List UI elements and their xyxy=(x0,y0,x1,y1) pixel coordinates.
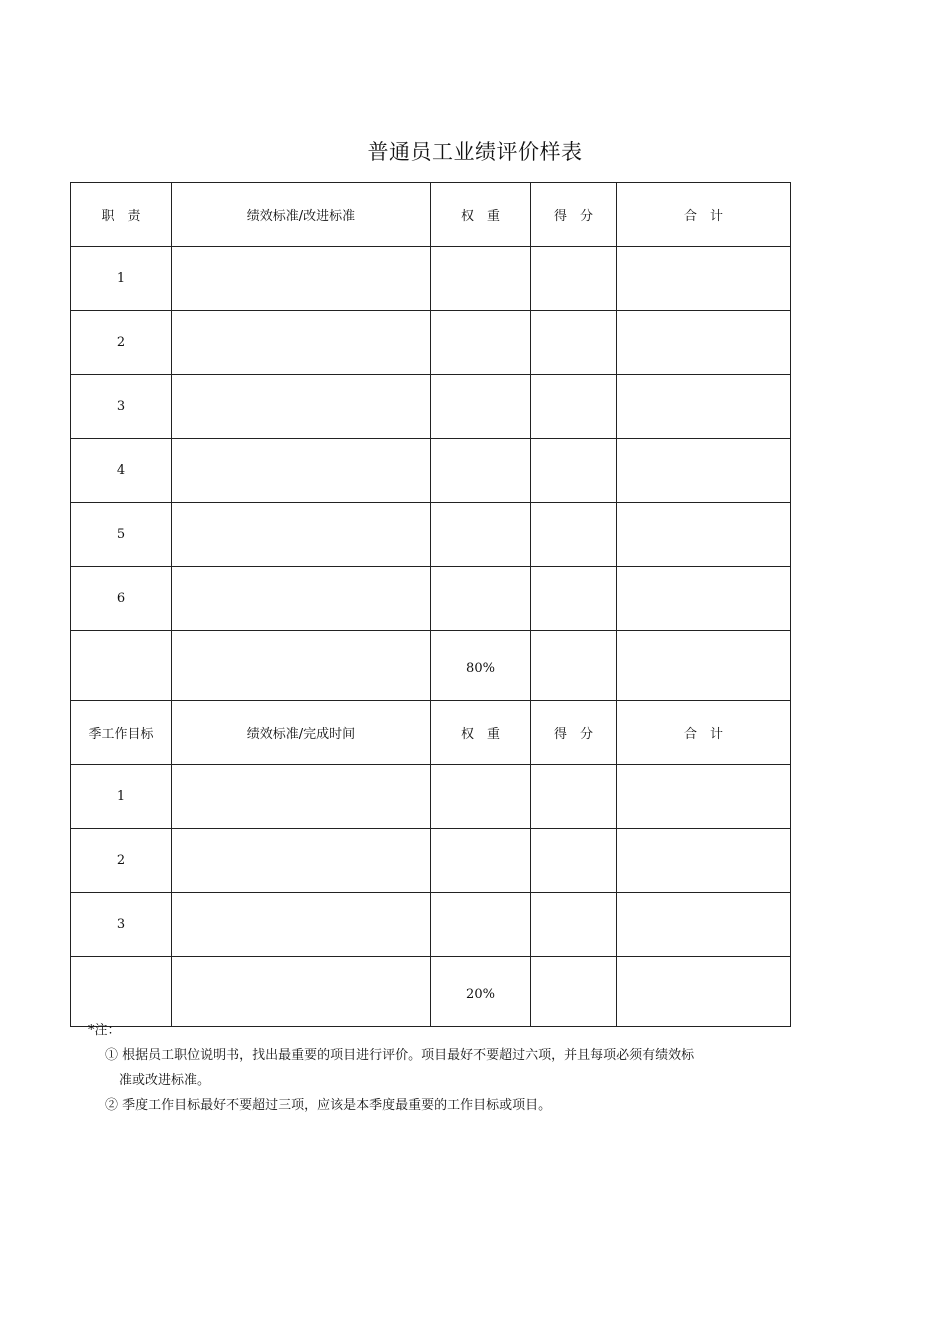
header-quarter-goal: 季工作目标 xyxy=(71,701,172,765)
score-cell[interactable] xyxy=(531,829,617,893)
table-row xyxy=(71,765,791,829)
weight-cell[interactable] xyxy=(431,765,531,829)
row-number: 1 xyxy=(71,765,172,829)
total-label-cell xyxy=(71,957,172,1027)
score-cell[interactable] xyxy=(531,957,617,1027)
note-item-2: ② 季度工作目标最好不要超过三项，应该是本季度最重要的工作目标或项目。 xyxy=(105,1098,552,1113)
header-weight: 权 重 xyxy=(431,183,531,247)
evaluation-table xyxy=(70,182,791,1027)
score-cell[interactable] xyxy=(531,247,617,311)
section1-header-row xyxy=(71,183,791,247)
score-cell[interactable] xyxy=(531,375,617,439)
total-cell[interactable] xyxy=(617,439,791,503)
score-cell[interactable] xyxy=(531,765,617,829)
weight-cell[interactable] xyxy=(431,829,531,893)
header-weight: 权 重 xyxy=(431,701,531,765)
header-score: 得 分 xyxy=(531,183,617,247)
table-row xyxy=(71,439,791,503)
total-cell[interactable] xyxy=(617,375,791,439)
total-cell[interactable] xyxy=(617,503,791,567)
row-number: 4 xyxy=(71,439,172,503)
total-cell[interactable] xyxy=(617,631,791,701)
standard-cell[interactable] xyxy=(172,311,431,375)
table-row xyxy=(71,311,791,375)
standard-cell[interactable] xyxy=(172,247,431,311)
total-label-cell xyxy=(71,631,172,701)
standard-cell[interactable] xyxy=(172,829,431,893)
row-number: 2 xyxy=(71,311,172,375)
page-title: 普通员工业绩评价样表 xyxy=(367,140,583,164)
total-cell[interactable] xyxy=(617,829,791,893)
weight-cell[interactable] xyxy=(431,375,531,439)
table-row xyxy=(71,567,791,631)
score-cell[interactable] xyxy=(531,893,617,957)
notes-label: *注： xyxy=(88,1023,121,1038)
weight-cell[interactable] xyxy=(431,311,531,375)
total-cell[interactable] xyxy=(617,567,791,631)
header-score: 得 分 xyxy=(531,701,617,765)
standard-cell[interactable] xyxy=(172,957,431,1027)
row-number: 6 xyxy=(71,567,172,631)
table-row xyxy=(71,247,791,311)
total-cell[interactable] xyxy=(617,957,791,1027)
header-standard-time: 绩效标准/完成时间 xyxy=(172,701,431,765)
total-cell[interactable] xyxy=(617,765,791,829)
note-item-1-continued: 准或改进标准。 xyxy=(119,1073,211,1088)
score-cell[interactable] xyxy=(531,631,617,701)
table-row xyxy=(71,375,791,439)
header-standard: 绩效标准/改进标准 xyxy=(172,183,431,247)
score-cell[interactable] xyxy=(531,311,617,375)
standard-cell[interactable] xyxy=(172,503,431,567)
header-duty: 职 责 xyxy=(71,183,172,247)
standard-cell[interactable] xyxy=(172,893,431,957)
score-cell[interactable] xyxy=(531,503,617,567)
weight-cell[interactable] xyxy=(431,893,531,957)
section2-total-row xyxy=(71,957,791,1027)
row-number: 3 xyxy=(71,893,172,957)
notes-section xyxy=(88,1018,778,1118)
row-number: 2 xyxy=(71,829,172,893)
standard-cell[interactable] xyxy=(172,375,431,439)
standard-cell[interactable] xyxy=(172,567,431,631)
weight-cell[interactable] xyxy=(431,439,531,503)
table-row xyxy=(71,829,791,893)
weight-total: 80% xyxy=(431,631,531,701)
header-total: 合 计 xyxy=(617,701,791,765)
table-row xyxy=(71,893,791,957)
standard-cell[interactable] xyxy=(172,439,431,503)
total-cell[interactable] xyxy=(617,311,791,375)
standard-cell[interactable] xyxy=(172,765,431,829)
score-cell[interactable] xyxy=(531,567,617,631)
note-item-1: ① 根据员工职位说明书，找出最重要的项目进行评价。项目最好不要超过六项，并且每项必须有绩效标 xyxy=(105,1048,695,1063)
total-cell[interactable] xyxy=(617,893,791,957)
table-row xyxy=(71,503,791,567)
section1-total-row xyxy=(71,631,791,701)
row-number: 1 xyxy=(71,247,172,311)
score-cell[interactable] xyxy=(531,439,617,503)
row-number: 3 xyxy=(71,375,172,439)
weight-cell[interactable] xyxy=(431,567,531,631)
row-number: 5 xyxy=(71,503,172,567)
total-cell[interactable] xyxy=(617,247,791,311)
weight-total: 20% xyxy=(431,957,531,1027)
header-total: 合 计 xyxy=(617,183,791,247)
standard-cell[interactable] xyxy=(172,631,431,701)
section2-header-row xyxy=(71,701,791,765)
weight-cell[interactable] xyxy=(431,503,531,567)
weight-cell[interactable] xyxy=(431,247,531,311)
